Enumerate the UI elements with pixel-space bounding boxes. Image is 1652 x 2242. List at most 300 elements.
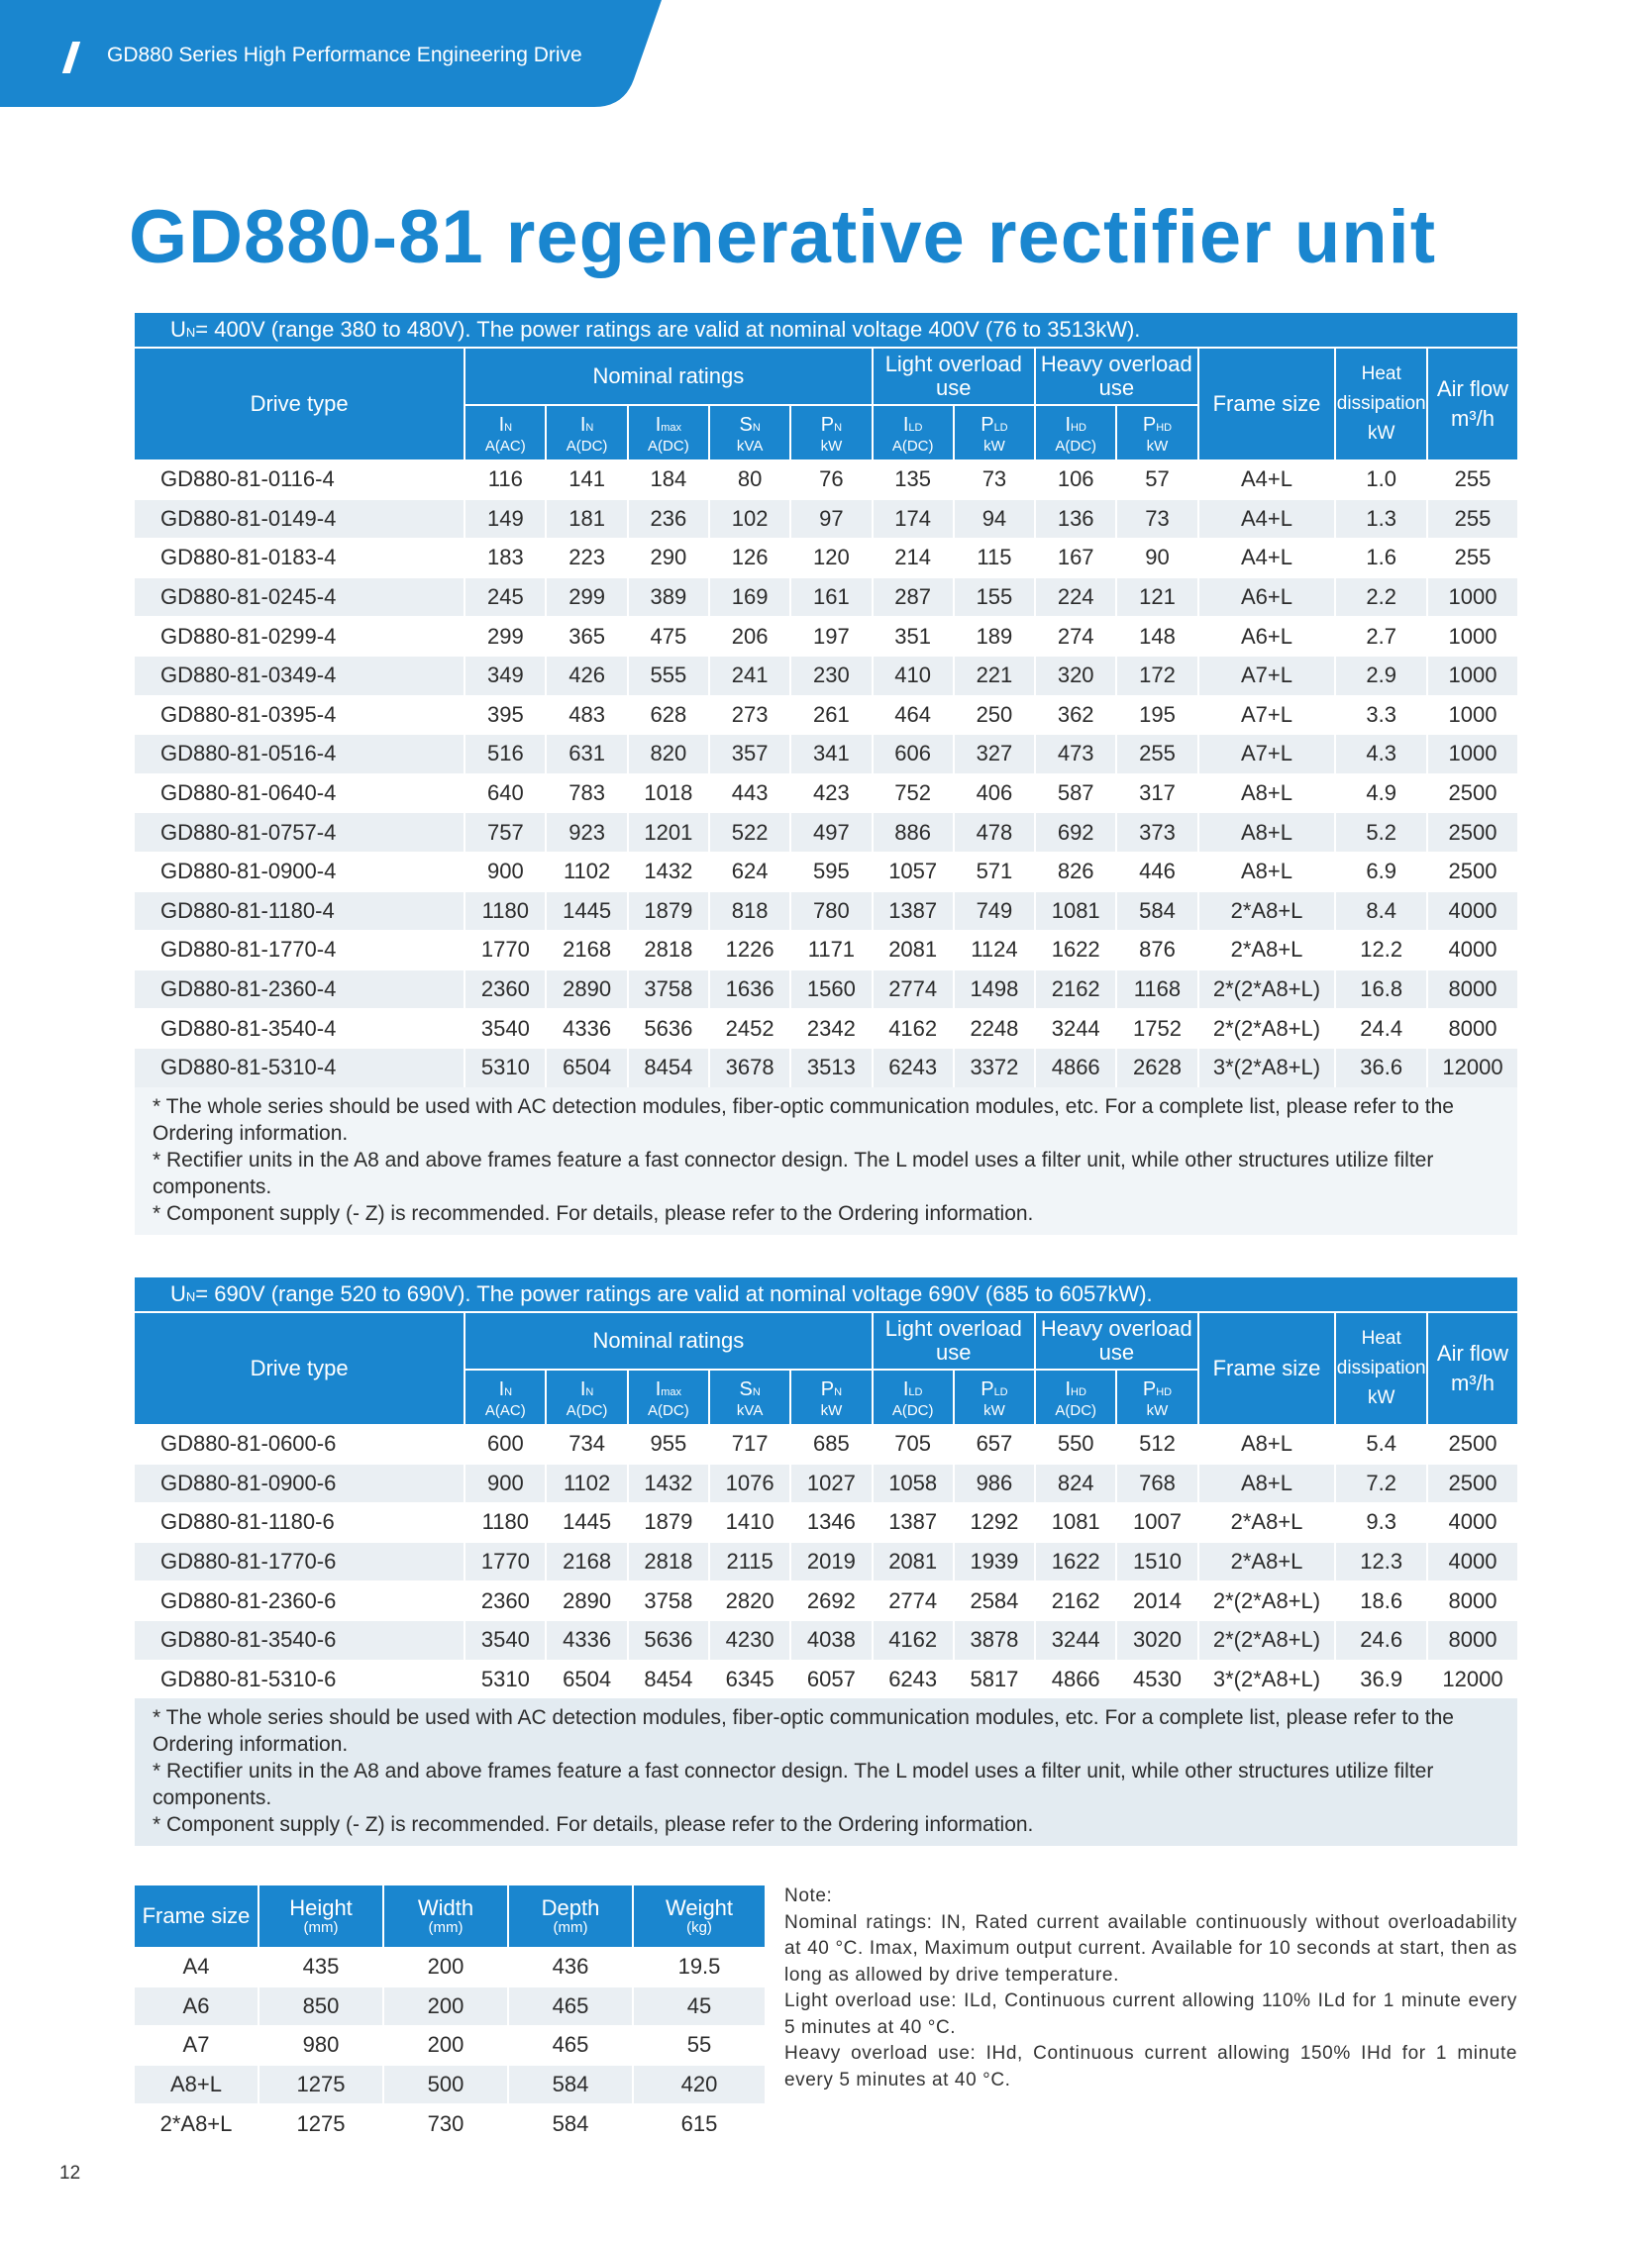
- header-symbol: [955, 1369, 1036, 1424]
- drive-type-cell: GD880-81-0395-4: [135, 695, 465, 735]
- table-cell: 1445: [547, 891, 628, 931]
- table-cell: 2500: [1428, 852, 1517, 891]
- header-nominal-ratings: Nominal ratings: [465, 1311, 873, 1369]
- table-row: [135, 812, 1517, 852]
- table-cell: 512: [1117, 1424, 1198, 1464]
- header-heat-dissipation: [1336, 1311, 1428, 1424]
- table-cell: 3878: [955, 1620, 1036, 1660]
- table-cell: 148: [1117, 616, 1198, 656]
- table-row: [135, 1620, 1517, 1660]
- table-cell: 1432: [629, 1464, 710, 1503]
- table-cell: 3*(2*A8+L): [1199, 1660, 1337, 1699]
- frame-header-label: Frame size: [142, 1903, 251, 1928]
- symbol-unit: kW: [1146, 437, 1169, 455]
- table-cell: A7+L: [1199, 656, 1337, 695]
- symbol-letter: I: [655, 1377, 662, 1400]
- header-symbol: [547, 1369, 628, 1424]
- table-cell: 57: [1117, 459, 1198, 499]
- table-cell: 406: [955, 773, 1036, 813]
- table-cell: 274: [1036, 616, 1117, 656]
- table-cell: 2818: [629, 930, 710, 969]
- table-cell: 2692: [791, 1580, 873, 1620]
- table-cell: 223: [547, 538, 628, 577]
- table-cell: 5.4: [1336, 1424, 1428, 1464]
- table-cell: A6+L: [1199, 616, 1337, 656]
- note-line: Nominal ratings: IN, Rated current available continuously without overloadability at 40 °C. Imax, Maximum output current. Available for 10 seconds at start, then as long as allowed by drive temperature.: [784, 1911, 1517, 1986]
- symbol-subscript: LD: [908, 421, 923, 434]
- frame-cell: 436: [509, 1947, 634, 1987]
- table-cell: 1124: [955, 930, 1036, 969]
- frame-header: [259, 1885, 384, 1947]
- table-cell: 2342: [791, 1008, 873, 1048]
- table-cell: 1410: [710, 1502, 791, 1542]
- header-symbol: [1036, 404, 1117, 459]
- table-cell: 900: [465, 852, 547, 891]
- table-cell: 2628: [1117, 1048, 1198, 1087]
- table-cell: 136: [1036, 499, 1117, 539]
- header-air-label: Air flow: [1436, 1341, 1509, 1366]
- table-cell: 4.3: [1336, 734, 1428, 773]
- symbol-letter: I: [902, 1377, 909, 1400]
- symbol-unit: kW: [983, 437, 1005, 455]
- frame-header: [135, 1885, 259, 1947]
- table-cell: 4230: [710, 1620, 791, 1660]
- frame-cell: 465: [509, 1987, 634, 2026]
- table-cell: 299: [547, 577, 628, 617]
- table-cell: 516: [465, 734, 547, 773]
- table-cell: 692: [1036, 812, 1117, 852]
- symbol-subscript: N: [504, 1385, 513, 1398]
- table-cell: 3.3: [1336, 695, 1428, 735]
- table-cell: 73: [1117, 499, 1198, 539]
- table-cell: 483: [547, 695, 628, 735]
- frame-cell: 200: [384, 1947, 509, 1987]
- table-cell: 1171: [791, 930, 873, 969]
- frame-header-unit: (mm): [428, 1919, 464, 1936]
- symbol-unit: A(DC): [566, 1401, 608, 1419]
- table-cell: 1387: [874, 891, 955, 931]
- header-drive-type: Drive type: [135, 347, 465, 459]
- table-cell: 4000: [1428, 1502, 1517, 1542]
- table-cell: 395: [465, 695, 547, 735]
- note-line: Light overload use: ILd, Continuous current allowing 110% ILd for 1 minute every 5 minutes at 40 °C.: [784, 1990, 1517, 2038]
- table-cell: 6243: [874, 1048, 955, 1087]
- table-cell: 600: [465, 1424, 547, 1464]
- frame-cell: 420: [634, 2065, 765, 2104]
- frame-cell: A7: [135, 2025, 259, 2065]
- drive-type-cell: GD880-81-0245-4: [135, 577, 465, 617]
- table-row: [135, 1502, 1517, 1542]
- header-heat-unit: kW: [1367, 423, 1395, 444]
- header-symbol: [710, 1369, 791, 1424]
- voltage-symbol: U: [170, 1281, 186, 1306]
- table-cell: 1007: [1117, 1502, 1198, 1542]
- table-cell: 250: [955, 695, 1036, 735]
- table-cell: 80: [710, 459, 791, 499]
- header-symbol: [465, 404, 547, 459]
- table-cell: 4.9: [1336, 773, 1428, 813]
- drive-type-cell: GD880-81-3540-6: [135, 1620, 465, 1660]
- table-cell: 1000: [1428, 695, 1517, 735]
- table-row: [135, 499, 1517, 539]
- page-number: 12: [59, 2163, 81, 2184]
- header-heat-unit: kW: [1367, 1387, 1395, 1408]
- table-cell: 3513: [791, 1048, 873, 1087]
- table-cell: 824: [1036, 1464, 1117, 1503]
- header-heat-dissipation: [1336, 347, 1428, 459]
- table-cell: 768: [1117, 1464, 1198, 1503]
- table-cell: 2774: [874, 1580, 955, 1620]
- header-symbol: [629, 1369, 710, 1424]
- table-cell: 1000: [1428, 616, 1517, 656]
- table-cell: 76: [791, 459, 873, 499]
- table-cell: A8+L: [1199, 812, 1337, 852]
- ratings-table-400v: [135, 313, 1517, 1235]
- symbol-letter: P: [981, 1377, 994, 1400]
- table-cell: 4336: [547, 1008, 628, 1048]
- table-cell: 373: [1117, 812, 1198, 852]
- table-row: [135, 459, 1517, 499]
- table-cell: 550: [1036, 1424, 1117, 1464]
- drive-type-cell: GD880-81-0900-4: [135, 852, 465, 891]
- symbol-subscript: LD: [993, 1385, 1008, 1398]
- table-cell: 273: [710, 695, 791, 735]
- frame-cell: 850: [259, 1987, 384, 2026]
- table-cell: 1201: [629, 812, 710, 852]
- header-symbol: [465, 1369, 547, 1424]
- table-cell: 2360: [465, 1580, 547, 1620]
- table-row: [135, 1580, 1517, 1620]
- table-cell: 2*(2*A8+L): [1199, 969, 1337, 1009]
- table-cell: 4866: [1036, 1048, 1117, 1087]
- table-row: [135, 969, 1517, 1009]
- symbol-letter: P: [820, 413, 835, 436]
- table-cell: 1939: [955, 1542, 1036, 1581]
- table-cell: 1076: [710, 1464, 791, 1503]
- table-cell: 90: [1117, 538, 1198, 577]
- table-cell: A4+L: [1199, 459, 1337, 499]
- header-symbol: [874, 404, 955, 459]
- table-cell: 2*A8+L: [1199, 1502, 1337, 1542]
- table-cell: 5310: [465, 1048, 547, 1087]
- frame-cell: 1275: [259, 2103, 384, 2143]
- table-cell: 2168: [547, 1542, 628, 1581]
- frame-cell: 615: [634, 2103, 765, 2143]
- table-cell: 640: [465, 773, 547, 813]
- symbol-subscript: HD: [1156, 421, 1173, 434]
- table-cell: 2*(2*A8+L): [1199, 1580, 1337, 1620]
- header-frame-size: Frame size: [1199, 1311, 1337, 1424]
- table-cell: 3020: [1117, 1620, 1198, 1660]
- table-cell: 12.3: [1336, 1542, 1428, 1581]
- header-nominal-ratings: Nominal ratings: [465, 347, 873, 404]
- frame-row: [135, 2025, 765, 2065]
- symbol-subscript: N: [585, 421, 594, 434]
- table-cell: 6.9: [1336, 852, 1428, 891]
- drive-type-cell: GD880-81-1770-4: [135, 930, 465, 969]
- frame-header: [634, 1885, 765, 1947]
- table-cell: 826: [1036, 852, 1117, 891]
- table-cell: 446: [1117, 852, 1198, 891]
- table-cell: 2774: [874, 969, 955, 1009]
- table-cell: 255: [1428, 499, 1517, 539]
- frame-cell: A4: [135, 1947, 259, 1987]
- table-cell: 1387: [874, 1502, 955, 1542]
- table-cell: 102: [710, 499, 791, 539]
- table-cell: 497: [791, 812, 873, 852]
- table-cell: 195: [1117, 695, 1198, 735]
- table-row: [135, 1424, 1517, 1464]
- table-cell: 2*(2*A8+L): [1199, 1620, 1337, 1660]
- table-cell: 1510: [1117, 1542, 1198, 1581]
- table-cell: 351: [874, 616, 955, 656]
- drive-type-cell: GD880-81-2360-4: [135, 969, 465, 1009]
- drive-type-cell: GD880-81-5310-4: [135, 1048, 465, 1087]
- symbol-subscript: N: [585, 1385, 594, 1398]
- table-cell: 236: [629, 499, 710, 539]
- table-cell: 73: [955, 459, 1036, 499]
- table-cell: 2*A8+L: [1199, 930, 1337, 969]
- table-cell: 2500: [1428, 1464, 1517, 1503]
- table-cell: 3372: [955, 1048, 1036, 1087]
- table-row: [135, 1464, 1517, 1503]
- table-cell: 5310: [465, 1660, 547, 1699]
- table-cell: 1081: [1036, 1502, 1117, 1542]
- table-cell: 522: [710, 812, 791, 852]
- table-cell: 1226: [710, 930, 791, 969]
- table-cell: 6345: [710, 1660, 791, 1699]
- table-cell: 923: [547, 812, 628, 852]
- table-row: [135, 1660, 1517, 1699]
- table-cell: 97: [791, 499, 873, 539]
- voltage-banner: [135, 313, 1517, 347]
- table-cell: 106: [1036, 459, 1117, 499]
- table-cell: 341: [791, 734, 873, 773]
- table-cell: 126: [710, 538, 791, 577]
- table-cell: 4162: [874, 1008, 955, 1048]
- frame-cell: A6: [135, 1987, 259, 2026]
- table-row: [135, 1008, 1517, 1048]
- table-cell: 955: [629, 1424, 710, 1464]
- table-row: [135, 656, 1517, 695]
- table-cell: 3540: [465, 1620, 547, 1660]
- table-cell: 149: [465, 499, 547, 539]
- table-cell: 3244: [1036, 1008, 1117, 1048]
- frame-row: [135, 1947, 765, 1987]
- table-cell: 2890: [547, 969, 628, 1009]
- table-cell: 717: [710, 1424, 791, 1464]
- frame-cell: 55: [634, 2025, 765, 2065]
- frame-row: [135, 1987, 765, 2026]
- table-cell: 5.2: [1336, 812, 1428, 852]
- drive-type-cell: GD880-81-1180-4: [135, 891, 465, 931]
- table-cell: 245: [465, 577, 547, 617]
- table-cell: 1000: [1428, 656, 1517, 695]
- frame-cell: 500: [384, 2065, 509, 2104]
- symbol-unit: A(AC): [484, 437, 526, 455]
- table-cell: 206: [710, 616, 791, 656]
- ratings-grid: [135, 1311, 1517, 1698]
- table-note: * Rectifier units in the A8 and above frames feature a fast connector design. The L model uses a filter unit, while other structures utilize filter components.: [153, 1760, 1434, 1810]
- table-cell: 365: [547, 616, 628, 656]
- table-cell: 12000: [1428, 1660, 1517, 1699]
- table-note: * Component supply (- Z) is recommended. For details, please refer to the Ordering information.: [153, 1201, 1034, 1225]
- table-cell: 327: [955, 734, 1036, 773]
- table-cell: 221: [955, 656, 1036, 695]
- table-cell: 2162: [1036, 969, 1117, 1009]
- table-cell: 1636: [710, 969, 791, 1009]
- drive-type-cell: GD880-81-3540-4: [135, 1008, 465, 1048]
- frame-cell: 2*A8+L: [135, 2103, 259, 2143]
- table-cell: 6243: [874, 1660, 955, 1699]
- table-cell: 1770: [465, 930, 547, 969]
- table-cell: 1560: [791, 969, 873, 1009]
- table-cell: 255: [1428, 459, 1517, 499]
- table-cell: 12.2: [1336, 930, 1428, 969]
- table-cell: 752: [874, 773, 955, 813]
- table-cell: 464: [874, 695, 955, 735]
- table-cell: 986: [955, 1464, 1036, 1503]
- drive-type-cell: GD880-81-0349-4: [135, 656, 465, 695]
- table-cell: 184: [629, 459, 710, 499]
- table-cell: 5636: [629, 1620, 710, 1660]
- table-row: [135, 852, 1517, 891]
- drive-type-cell: GD880-81-5310-6: [135, 1660, 465, 1699]
- drive-type-cell: GD880-81-0900-6: [135, 1464, 465, 1503]
- table-cell: 2*(2*A8+L): [1199, 1008, 1337, 1048]
- symbol-unit: kVA: [736, 1401, 764, 1419]
- table-cell: 2.2: [1336, 577, 1428, 617]
- note-line: Heavy overload use: IHd, Continuous current allowing 150% IHd for 1 minute every 5 minutes at 40 °C.: [784, 2043, 1517, 2090]
- symbol-unit: A(AC): [484, 1401, 526, 1419]
- table-cell: 426: [547, 656, 628, 695]
- symbol-unit: A(DC): [648, 437, 689, 455]
- table-cell: 16.8: [1336, 969, 1428, 1009]
- table-cell: 2081: [874, 930, 955, 969]
- table-row: [135, 930, 1517, 969]
- frame-row: [135, 2065, 765, 2104]
- table-cell: 183: [465, 538, 547, 577]
- table-cell: 705: [874, 1424, 955, 1464]
- table-cell: 1622: [1036, 930, 1117, 969]
- note-box: [784, 1884, 1517, 2093]
- table-row: [135, 695, 1517, 735]
- table-cell: 3678: [710, 1048, 791, 1087]
- symbol-subscript: HD: [1156, 1385, 1173, 1398]
- table-cell: 1058: [874, 1464, 955, 1503]
- table-cell: 1180: [465, 891, 547, 931]
- table-cell: 7.2: [1336, 1464, 1428, 1503]
- voltage-symbol: U: [170, 317, 186, 342]
- table-note: * The whole series should be used with AC detection modules, fiber-optic communication modules, etc. For a complete list, please refer to the Ordering information.: [153, 1094, 1454, 1145]
- header-symbol: [874, 1369, 955, 1424]
- table-cell: 1879: [629, 891, 710, 931]
- header-heat-label: Heat dissipation: [1336, 363, 1426, 414]
- table-cell: 1292: [955, 1502, 1036, 1542]
- table-row: [135, 734, 1517, 773]
- table-cell: 24.6: [1336, 1620, 1428, 1660]
- table-cell: 886: [874, 812, 955, 852]
- table-cell: 349: [465, 656, 547, 695]
- frame-header-label: Height: [289, 1895, 353, 1920]
- table-note: * Rectifier units in the A8 and above frames feature a fast connector design. The L model uses a filter unit, while other structures utilize filter components.: [153, 1148, 1434, 1198]
- table-cell: 1770: [465, 1542, 547, 1581]
- table-cell: 595: [791, 852, 873, 891]
- table-cell: 555: [629, 656, 710, 695]
- table-cell: 443: [710, 773, 791, 813]
- header-light-overload: Light overload use: [874, 347, 1037, 404]
- frame-cell: 465: [509, 2025, 634, 2065]
- header-air-unit: m³/h: [1450, 1371, 1495, 1395]
- table-cell: A7+L: [1199, 695, 1337, 735]
- frame-cell: 200: [384, 1987, 509, 2026]
- table-cell: 189: [955, 616, 1036, 656]
- table-cell: 115: [955, 538, 1036, 577]
- symbol-unit: kW: [820, 1401, 843, 1419]
- table-cell: 155: [955, 577, 1036, 617]
- table-cell: 1168: [1117, 969, 1198, 1009]
- symbol-subscript: HD: [1071, 421, 1086, 434]
- table-cell: 780: [791, 891, 873, 931]
- table-cell: 783: [547, 773, 628, 813]
- voltage-text: = 400V (range 380 to 480V). The power ratings are valid at nominal voltage 400V (76 to 3513kW).: [195, 317, 1141, 342]
- table-cell: 317: [1117, 773, 1198, 813]
- table-cell: 4000: [1428, 1542, 1517, 1581]
- table-cell: 2818: [629, 1542, 710, 1581]
- drive-type-cell: GD880-81-0116-4: [135, 459, 465, 499]
- table-cell: 174: [874, 499, 955, 539]
- table-cell: 8.4: [1336, 891, 1428, 931]
- table-cell: 389: [629, 577, 710, 617]
- frame-header-unit: (mm): [553, 1919, 588, 1936]
- drive-type-cell: GD880-81-0183-4: [135, 538, 465, 577]
- voltage-symbol-sub: N: [185, 325, 196, 340]
- header-symbol: [791, 1369, 873, 1424]
- table-cell: 24.4: [1336, 1008, 1428, 1048]
- table-cell: A8+L: [1199, 1424, 1337, 1464]
- header-symbol: [1117, 404, 1198, 459]
- voltage-text: = 690V (range 520 to 690V). The power ratings are valid at nominal voltage 690V (685 to 6057kW).: [195, 1281, 1153, 1306]
- table-cell: 628: [629, 695, 710, 735]
- table-cell: 290: [629, 538, 710, 577]
- table-cell: 624: [710, 852, 791, 891]
- frame-header: [509, 1885, 634, 1947]
- table-cell: 1.0: [1336, 459, 1428, 499]
- table-cell: 900: [465, 1464, 547, 1503]
- drive-type-cell: GD880-81-1180-6: [135, 1502, 465, 1542]
- voltage-symbol-sub: N: [185, 1289, 196, 1304]
- symbol-letter: P: [1142, 1377, 1157, 1400]
- table-cell: 181: [547, 499, 628, 539]
- table-cell: 299: [465, 616, 547, 656]
- table-cell: 320: [1036, 656, 1117, 695]
- frame-cell: 1275: [259, 2065, 384, 2104]
- table-cell: 1057: [874, 852, 955, 891]
- voltage-banner: [135, 1277, 1517, 1311]
- table-cell: 1346: [791, 1502, 873, 1542]
- table-cell: 4162: [874, 1620, 955, 1660]
- table-row: [135, 773, 1517, 813]
- table-cell: 1000: [1428, 734, 1517, 773]
- header-symbol: [710, 404, 791, 459]
- table-row: [135, 538, 1517, 577]
- table-cell: 3540: [465, 1008, 547, 1048]
- table-cell: 94: [955, 499, 1036, 539]
- frame-cell: 730: [384, 2103, 509, 2143]
- table-cell: 1102: [547, 1464, 628, 1503]
- table-cell: 2452: [710, 1008, 791, 1048]
- running-title: GD880 Series High Performance Engineering Drive: [107, 44, 582, 66]
